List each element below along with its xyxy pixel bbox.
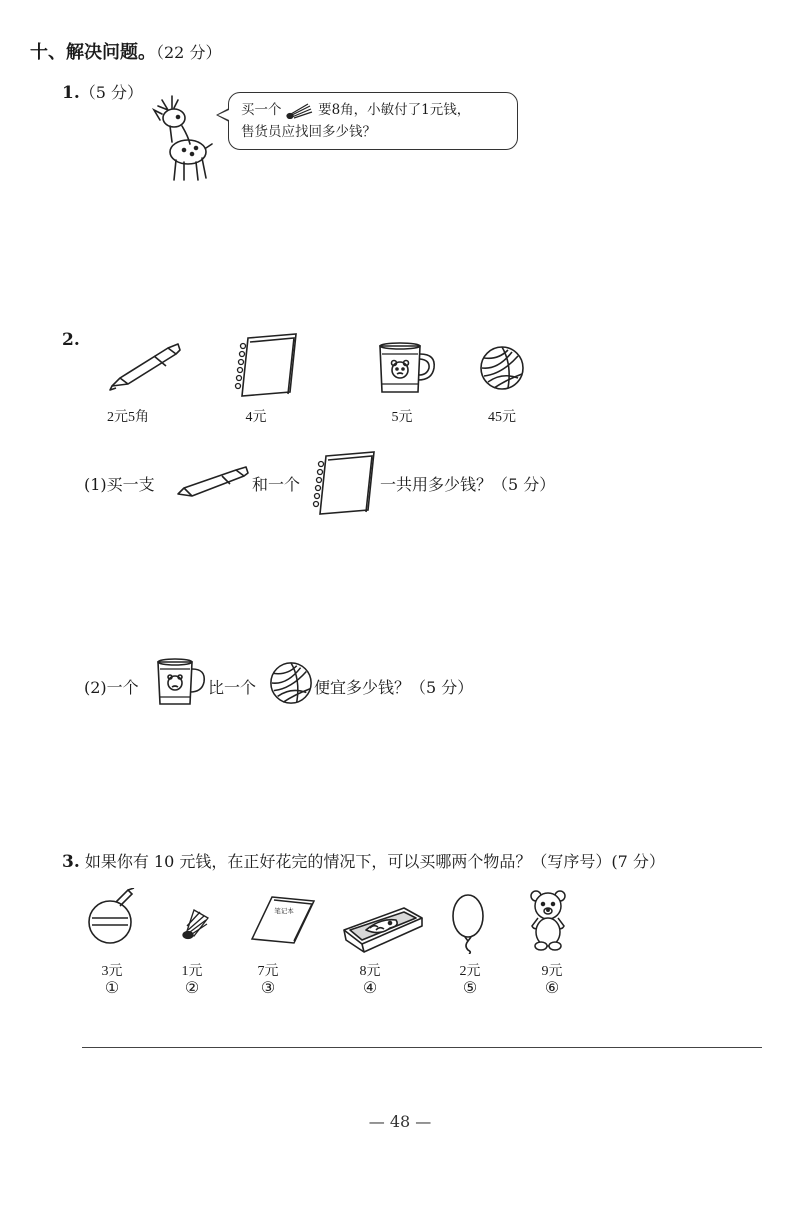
q2-price-volleyball: 45元 — [488, 410, 516, 425]
notebook-icon — [234, 330, 300, 400]
q3-price-5: 2元 — [459, 964, 481, 979]
bubble-text-b: 要8角，小敏付了1元钱， — [318, 102, 471, 118]
page-number: — 48 — — [368, 1112, 432, 1131]
section-score: （22 分） — [156, 43, 222, 62]
q2-price-mug: 5元 — [391, 410, 413, 425]
q2-volleyball — [478, 344, 526, 392]
notebook-icon — [250, 895, 316, 945]
teddy-bear-icon — [528, 888, 570, 954]
question-3-header — [62, 849, 665, 872]
q2-notebook — [234, 330, 300, 400]
q2-pen — [108, 340, 184, 392]
volleyball-icon — [478, 344, 526, 392]
q3-price-1: 3元 — [101, 964, 123, 979]
answer-line — [82, 1047, 762, 1048]
question-2-number: 2. — [62, 330, 80, 350]
pencil-case-icon — [340, 900, 426, 954]
q2-sub1-prefix: (1)买一支 — [84, 475, 155, 494]
pen-icon — [174, 464, 250, 500]
mug-icon — [154, 656, 210, 708]
q2-sub1-suffix: 一共用多少钱？（5 分） — [380, 475, 556, 494]
shuttlecock-icon — [180, 908, 210, 940]
q3-item-2 — [180, 908, 210, 940]
speech-bubble — [228, 92, 518, 150]
bubble-tail-inner — [218, 110, 229, 120]
q2-sub2-suffix: 便宜多少钱？（5 分） — [314, 678, 474, 697]
q3-label-5: ⑤ — [462, 978, 478, 997]
mug-icon — [374, 340, 440, 396]
q3-item-4 — [340, 900, 426, 954]
q3-price-6: 9元 — [541, 964, 563, 979]
q2-price-pen: 2元5角 — [107, 410, 149, 425]
balloon-icon — [448, 892, 488, 954]
q2-sub1-pen — [174, 464, 250, 500]
notebook-icon — [312, 448, 378, 518]
q2-price-notebook: 4元 — [245, 410, 267, 425]
pen-icon — [108, 340, 184, 392]
q3-price-2: 1元 — [181, 964, 203, 979]
q3-label-3: ③ — [260, 978, 276, 997]
q3-label-1: ① — [104, 978, 120, 997]
bubble-line-2: 售货员应找回多少钱？ — [241, 124, 376, 140]
q2-sub2-prefix: (2)一个 — [84, 678, 139, 697]
q2-sub2-mug — [154, 656, 210, 708]
q2-sub2-middle: 比一个 — [208, 678, 257, 697]
question-3-number: 3. — [62, 852, 80, 872]
bubble-text-a: 买一个 — [241, 102, 282, 118]
section-title — [30, 38, 221, 64]
question-1-number: 1. — [62, 83, 80, 103]
question-1-header — [62, 80, 143, 103]
q3-label-4: ④ — [362, 978, 378, 997]
q2-mug — [374, 340, 440, 396]
q2-sub2-volleyball — [268, 660, 314, 706]
question-1-score: （5 分） — [79, 83, 144, 102]
ping-pong-paddle-icon — [86, 888, 138, 948]
q3-price-3: 7元 — [257, 964, 279, 979]
q3-item-3 — [250, 895, 316, 945]
q2-sub1-notebook — [312, 448, 378, 518]
bubble-line-1 — [241, 99, 517, 121]
volleyball-icon — [268, 660, 314, 706]
deer-icon — [148, 92, 214, 184]
q3-item-6 — [528, 888, 570, 954]
q3-price-4: 8元 — [359, 964, 381, 979]
shuttlecock-icon — [286, 103, 314, 119]
section-title-text: 十、解决问题。 — [30, 42, 156, 63]
q3-item-5 — [448, 892, 488, 954]
q3-label-6: ⑥ — [544, 978, 560, 997]
q3-item-1 — [86, 888, 138, 948]
q3-label-2: ② — [184, 978, 200, 997]
question-3-text: 如果你有 10 元钱，在正好花完的情况下，可以买哪两个物品？（写序号）(7 分） — [84, 852, 665, 871]
notebook-cover-text: 笔记本 — [274, 907, 294, 915]
q2-sub1-middle: 和一个 — [252, 475, 301, 494]
